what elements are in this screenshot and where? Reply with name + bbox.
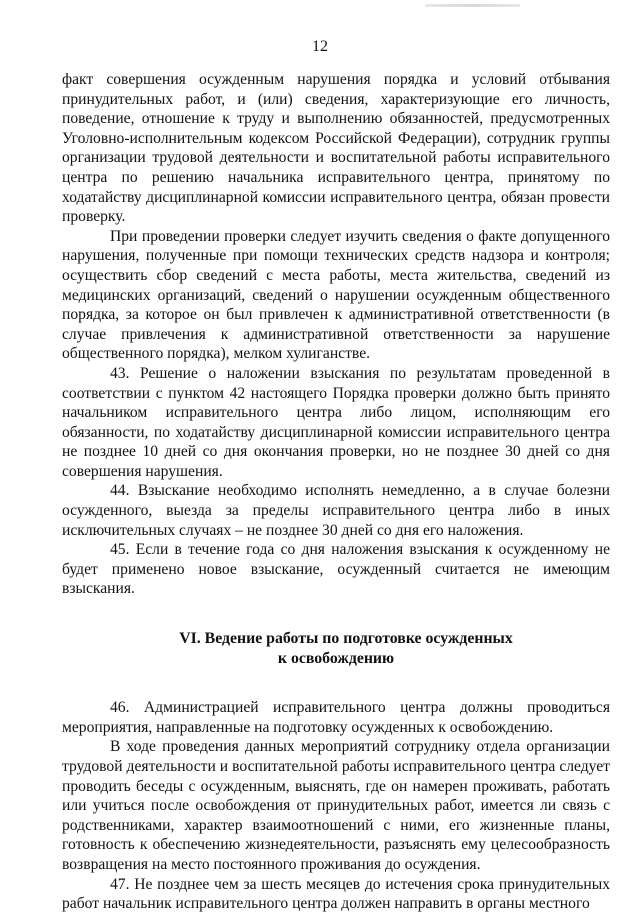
section-heading — [62, 629, 610, 668]
scan-artifact — [425, 4, 520, 7]
page-number: 12 — [312, 38, 328, 55]
section-heading-line-2: к освобождению — [277, 649, 395, 667]
paragraph-continuation: факт совершения осужденным нарушения порядка и условий отбывания принудительных работ, и (или) сведения, характеризующие его личность, поведение, отношение к труду и выполнению обязанностей, предусмотренных Уголовно-исполнительным кодексом Российской Федерации), сотрудник группы организации трудовой деятельности и воспитательной работы исправительного центра по решению начальника исправительного центра, принятому по ходатайству дисциплинарной комиссии исправительного центра, обязан провести проверку. — [62, 71, 610, 226]
paragraph-46: 46. Администрацией исправительного центра должны проводиться мероприятия, направленные на подготовку осужденных к освобождению. — [62, 699, 610, 736]
paragraph-inspection: При проведении проверки следует изучить сведения о факте допущенного нарушения, полученные при помощи технических средств надзора и контроля; осуществить сбор сведений с места работы, места жительства, сведений из медицинских организаций, сведений о нарушении осужденным общественного порядка, за которое он был привлечен к административной ответственности (в случае привлечения к административной ответственности за нарушение общественного порядка), мелком хулиганстве. — [62, 227, 610, 363]
document-body — [62, 70, 610, 914]
paragraph-45: 45. Если в течение года со дня наложения взыскания к осужденному не будет применено новое взыскание, осужденный считается не имеющим взыскания. — [62, 541, 610, 598]
paragraph-47: 47. Не позднее чем за шесть месяцев до истечения срока принудительных работ начальник исправительного центра должен направить в органы местного — [62, 875, 610, 913]
paragraph-43: 43. Решение о наложении взыскания по результатам проведенной в соответствии с пунктом 42 настоящего Порядка проверки должно быть принято начальником исправительного центра либо лицом, исполняющим его обязанности, по ходатайству дисциплинарной комиссии исправительного центра не позднее 10 дней со дня окончания проверки, но не позднее 30 дней со дня совершения нарушения. — [62, 364, 610, 480]
section-heading-line-1: VI. Ведение работы по подготовке осужденных — [179, 630, 513, 648]
paragraph-conversations: В ходе проведения данных мероприятий сотруднику отдела организации трудовой деятельности и воспитательной работы исправительного центра следует проводить беседы с осужденным, выяснять, где он намерен проживать, работать или учиться после освобождения от принудительных работ, имеется ли связь с родственниками, характер взаимоотношений с ними, его жизненные планы, готовность к обеспечению жизнедеятельности, разъяснять ему целесообразность возвращения на место постоянного проживания до осуждения. — [62, 738, 610, 873]
paragraph-44: 44. Взыскание необходимо исполнять немедленно, а в случае болезни осужденного, выезда за пределы исправительного центра либо в иных исключительных случаях – не позднее 30 дней со дня его наложения. — [62, 482, 610, 539]
